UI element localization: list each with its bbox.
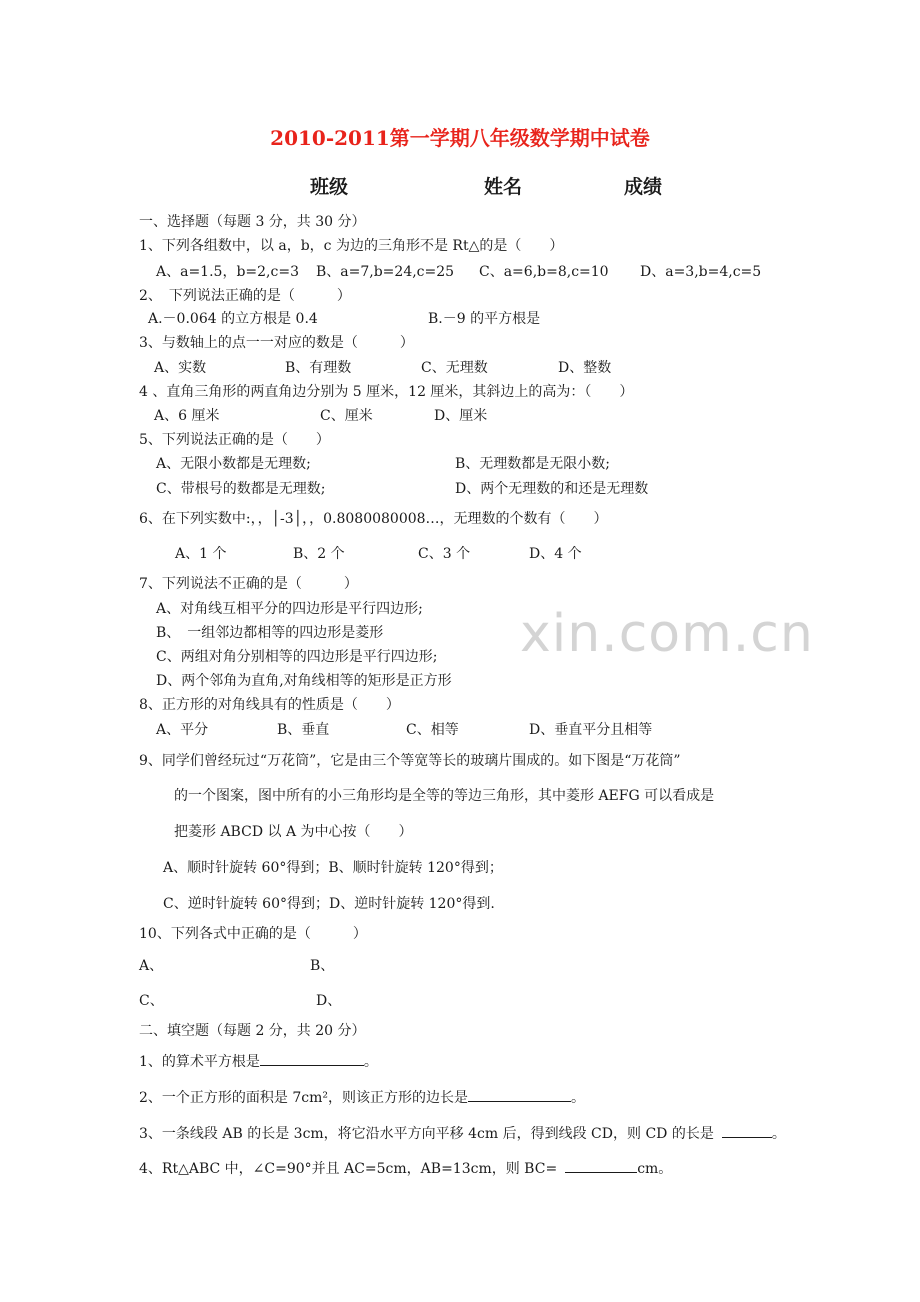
q9-options-cd: C、逆时针旋转 60°得到；D、逆时针旋转 120°得到.	[163, 896, 495, 912]
fill-q1-end: 。	[363, 1054, 378, 1070]
q7-option-b: B、 一组邻边都相等的四边形是菱形	[156, 625, 384, 641]
fill-q2-end: 。	[571, 1090, 585, 1106]
q3-stem: 3、与数轴上的点一一对应的数是（ ）	[139, 335, 414, 351]
q7-option-c: C、两组对角分别相等的四边形是平行四边形;	[156, 649, 438, 665]
fill-q3-text: 3、一条线段 AB 的长是 3cm，将它沿水平方向平移 4cm 后，得到线段 CD，则 CD 的长是	[139, 1126, 714, 1142]
fill-q4-text: 4、Rt△ABC 中，∠C=90°并且 AC=5cm，AB=13cm，则 BC=	[139, 1161, 558, 1177]
q8-option-c: C、相等	[406, 722, 459, 738]
q7-option-a: A、对角线互相平分的四边形是平行四边形;	[156, 601, 423, 617]
q5-option-a: A、无限小数都是无理数;	[156, 456, 311, 472]
fill-q3-blank[interactable]	[722, 1123, 772, 1138]
q1-stem: 1、下列各组数中，以 a，b，c 为边的三角形不是 Rt△的是（ ）	[139, 238, 564, 254]
fill-q2-blank[interactable]	[468, 1087, 571, 1102]
q5-stem: 5、下列说法正确的是（ ）	[139, 432, 330, 448]
q2-stem: 2、 下列说法正确的是（ ）	[139, 288, 351, 304]
q6-option-c: C、3 个	[418, 546, 471, 562]
fill-q1	[139, 1051, 378, 1071]
q1-option-b: B、a=7,b=24,c=25	[316, 264, 455, 280]
q10-option-c: C、	[139, 993, 164, 1009]
q6-option-a: A、1 个	[175, 546, 227, 562]
fill-q4-end: cm。	[637, 1161, 673, 1177]
q4-stem: 4 、直角三角形的两直角边分别为 5 厘米，12 厘米，其斜边上的高为：（ ）	[139, 384, 634, 400]
q8-stem: 8、正方形的对角线具有的性质是（ ）	[139, 697, 400, 713]
q4-option-c: C、厘米	[320, 408, 373, 424]
q1-option-c: C、a=6,b=8,c=10	[479, 264, 609, 280]
q10-option-a: A、	[139, 958, 164, 974]
q10-option-d: D、	[316, 993, 342, 1009]
score-label: 成绩	[624, 176, 663, 198]
q5-option-b: B、无理数都是无限小数;	[455, 456, 611, 472]
fill-q1-blank[interactable]	[260, 1051, 364, 1066]
fill-q2	[139, 1087, 585, 1107]
q7-option-d: D、两个邻角为直角,对角线相等的矩形是正方形	[156, 673, 452, 689]
section2-heading: 二、填空题（每题 2 分，共 20 分）	[139, 1023, 366, 1039]
q6-option-b: B、2 个	[293, 546, 345, 562]
q4-option-d: D、厘米	[434, 408, 488, 424]
q2-option-a: A.－0.064 的立方根是 0.4	[148, 311, 318, 327]
q10-stem: 10、下列各式中正确的是（ ）	[139, 926, 367, 942]
q9-stem-line2: 的一个图案，图中所有的小三角形均是全等的等边三角形，其中菱形 AEFG 可以看成是	[174, 788, 715, 804]
watermark: xin.com.cn	[520, 604, 814, 664]
q6-option-d: D、4 个	[529, 546, 582, 562]
q3-option-b: B、有理数	[285, 360, 352, 376]
q3-option-d: D、整数	[558, 360, 612, 376]
q3-option-c: C、无理数	[421, 360, 488, 376]
fill-q4-blank[interactable]	[565, 1158, 637, 1173]
q10-option-b: B、	[310, 958, 335, 974]
q1-option-d: D、a=3,b=4,c=5	[640, 264, 762, 280]
q8-option-d: D、垂直平分且相等	[529, 722, 653, 738]
q9-stem-line3: 把菱形 ABCD 以 A 为中心按（ ）	[174, 824, 413, 840]
q7-stem: 7、下列说法不正确的是（ ）	[139, 576, 358, 592]
q3-option-a: A、实数	[154, 360, 207, 376]
q5-option-d: D、两个无理数的和还是无理数	[455, 481, 649, 497]
section1-heading: 一、选择题（每题 3 分，共 30 分）	[139, 214, 366, 230]
exam-title: 2010-2011第一学期八年级数学期中试卷	[270, 126, 650, 150]
q2-option-b: B.－9 的平方根是	[428, 311, 541, 327]
class-label: 班级	[310, 176, 349, 198]
fill-q3-end: 。	[771, 1126, 786, 1142]
fill-q1-text: 1、的算术平方根是	[139, 1054, 260, 1070]
name-label: 姓名	[484, 176, 523, 198]
fill-q4	[139, 1158, 672, 1178]
q4-option-a: A、6 厘米	[154, 408, 220, 424]
fill-q2-text: 2、一个正方形的面积是 7cm²，则该正方形的边长是	[139, 1090, 468, 1106]
q9-stem-line1: 9、同学们曾经玩过“万花筒”，它是由三个等宽等长的玻璃片围成的。如下图是“万花筒”	[139, 753, 681, 769]
q8-option-a: A、平分	[156, 722, 209, 738]
q6-stem: 6、在下列实数中:，，│-3│，，0.8080080008…，无理数的个数有（ ）	[139, 511, 608, 527]
q5-option-c: C、带根号的数都是无理数;	[156, 481, 326, 497]
q8-option-b: B、垂直	[277, 722, 330, 738]
fill-q3	[139, 1123, 786, 1143]
q1-option-a: A、a=1.5，b=2,c=3	[156, 264, 299, 280]
q9-options-ab: A、顺时针旋转 60°得到；B、顺时针旋转 120°得到；	[163, 860, 503, 876]
